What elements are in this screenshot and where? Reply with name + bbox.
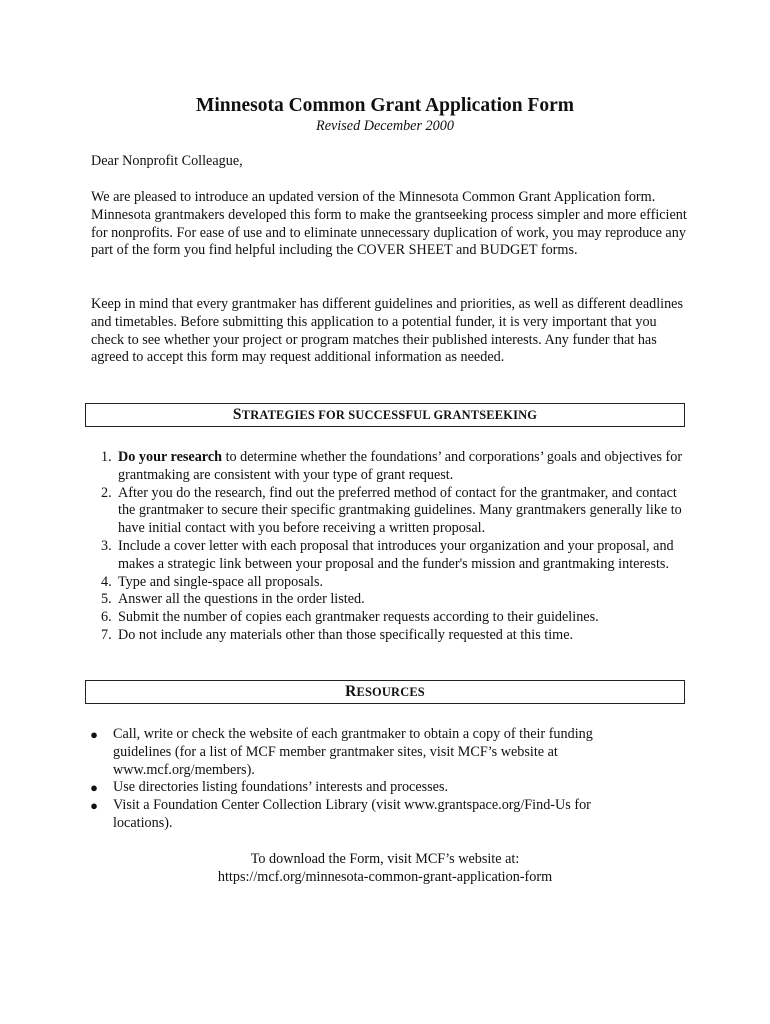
download-note-text: To download the Form, visit MCF’s website at: bbox=[250, 851, 520, 867]
item-number: 5. bbox=[101, 591, 112, 608]
resources-heading bbox=[85, 680, 685, 704]
item-text: Type and single-space all proposals. bbox=[118, 573, 324, 590]
download-note bbox=[0, 851, 770, 887]
strategies-heading-rest: TRATEGIES FOR SUCCESSFUL GRANTSEEKING bbox=[241, 408, 538, 422]
bullet-icon: ● bbox=[90, 727, 98, 742]
resources-heading-rest: ESOURCES bbox=[356, 685, 425, 699]
list-item bbox=[96, 538, 691, 574]
guidelines-paragraph: Keep in mind that every grantmaker has different guidelines and priorities, as well as different deadlines and timetables. Before submitting this application to a potential funder, it is very important that you check to see whether your project or program matches their published interests. Any funder that has agreed to accept this form may request additional information as needed. bbox=[91, 296, 684, 366]
list-item bbox=[88, 779, 648, 797]
bullet-icon: ● bbox=[90, 798, 98, 814]
list-item bbox=[96, 574, 691, 592]
strategies-list bbox=[96, 449, 691, 645]
item-number: 2. bbox=[101, 484, 112, 501]
resources-heading-initial: R bbox=[345, 683, 357, 700]
list-item bbox=[96, 627, 691, 645]
list-item bbox=[96, 449, 691, 485]
item-number: 7. bbox=[101, 626, 112, 643]
item-text: Call, write or check the website of each grantmaker to obtain a copy of their funding guidelines (for a list of MCF member grantmaker sites, visit MCF’s website at www.mcf.org/members). bbox=[113, 726, 593, 778]
item-text: Do not include any materials other than those specifically requested at this time. bbox=[118, 626, 574, 643]
bullet-icon: ● bbox=[90, 780, 98, 796]
item-text: Use directories listing foundations’ interests and processes. bbox=[113, 779, 449, 796]
download-url: https://mcf.org/minnesota-common-grant-application-form bbox=[217, 868, 553, 885]
page-title: Minnesota Common Grant Application Form bbox=[195, 95, 575, 116]
item-number: 1. bbox=[101, 449, 112, 465]
item-number: 6. bbox=[101, 609, 112, 626]
item-text: to determine whether the foundations’ and corporations’ goals and objectives for grantmaking are consistent with your type of grant request. bbox=[118, 449, 683, 483]
intro-paragraph: We are pleased to introduce an updated version of the Minnesota Common Grant Application form. Minnesota grantmakers developed this form to make the grantseeking process simpler and more efficient for nonprofits. For ease of use and to eliminate unnecessary duplication of work, you may reproduce any part of the form you find helpful including the COVER SHEET and BUDGET forms. bbox=[91, 189, 687, 259]
list-item bbox=[88, 726, 648, 779]
salutation: Dear Nonprofit Colleague, bbox=[91, 153, 243, 169]
item-text: Visit a Foundation Center Collection Library (visit www.grantspace.org/Find-Us for locations). bbox=[113, 797, 591, 831]
item-emphasis: Do your research bbox=[118, 449, 223, 465]
strategies-heading-initial: S bbox=[232, 406, 242, 423]
item-text: After you do the research, find out the preferred method of contact for the grantmaker, and contact the grantmaker to secure their specific grantmaking guidelines. Many grantmakers generally like to have initial contact with you before receiving a written proposal. bbox=[118, 484, 682, 537]
list-item bbox=[96, 609, 691, 627]
list-item bbox=[88, 797, 648, 833]
list-item bbox=[96, 485, 691, 538]
item-text: Include a cover letter with each proposal that introduces your organization and your proposal, and makes a strategic link between your proposal and the funder's mission and grantmaking interests. bbox=[118, 537, 674, 572]
strategies-heading bbox=[85, 403, 685, 427]
revision-date: Revised December 2000 bbox=[316, 118, 454, 134]
resources-list bbox=[88, 726, 648, 833]
item-number: 4. bbox=[101, 573, 112, 590]
item-text: Answer all the questions in the order listed. bbox=[118, 591, 365, 608]
item-text: Submit the number of copies each grantmaker requests according to their guidelines. bbox=[118, 609, 599, 626]
item-number: 3. bbox=[101, 537, 112, 554]
list-item bbox=[96, 591, 691, 609]
